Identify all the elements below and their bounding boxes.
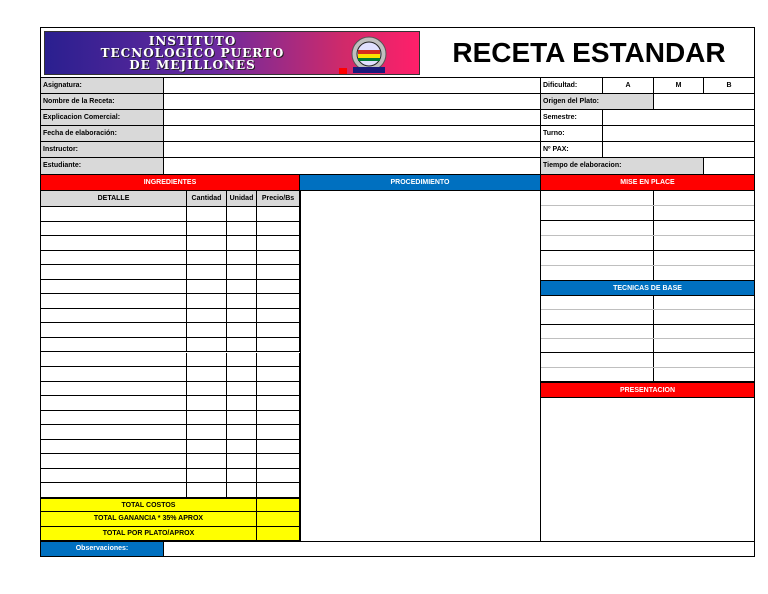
mise-en-place-row-cell-left[interactable]: [541, 251, 654, 265]
ingredient-precio-cell[interactable]: [257, 236, 300, 250]
mise-en-place-rows: [541, 191, 754, 281]
ingredient-unidad-cell[interactable]: [227, 411, 257, 425]
ingredient-unidad-cell[interactable]: [227, 367, 257, 381]
ingredient-detalle-cell[interactable]: [41, 411, 187, 425]
ingredient-cantidad-cell[interactable]: [187, 236, 227, 250]
label-semestre: Semestre:: [541, 110, 603, 125]
mise-en-place-row-cell-left[interactable]: [541, 206, 654, 220]
tecnicas-row-cell-right[interactable]: [654, 339, 754, 352]
ingredient-detalle-cell[interactable]: [41, 367, 187, 381]
section-procedimiento: PROCEDIMIENTO: [300, 175, 541, 190]
col-detalle: DETALLE: [41, 191, 187, 206]
ingredient-detalle-cell[interactable]: [41, 251, 187, 265]
presentacion-header-row: [41, 382, 754, 398]
info-row-3: [41, 110, 754, 126]
total-ganancia-row: [41, 512, 300, 527]
label-turno: Turno:: [541, 126, 603, 141]
ingredient-row: [41, 309, 300, 324]
ingredient-precio-cell[interactable]: [257, 425, 300, 439]
col-precio: Precio/Bs: [257, 191, 300, 206]
tecnicas-row: [541, 310, 754, 324]
mise-en-place-row-cell-right[interactable]: [654, 221, 754, 235]
mise-en-place-row: [541, 221, 754, 236]
ingredient-detalle-cell[interactable]: [41, 294, 187, 308]
col-cantidad: Cantidad: [187, 191, 227, 206]
ingredient-row: [41, 353, 300, 368]
label-estudiante: Estudiante:: [41, 158, 164, 174]
ingredient-cantidad-cell[interactable]: [187, 323, 227, 337]
section-tecnicas: TECNICAS DE BASE: [541, 280, 754, 296]
tecnicas-row: [541, 339, 754, 353]
label-tiempo: Tiempo de elaboracion:: [541, 158, 704, 174]
ingredient-unidad-cell[interactable]: [227, 338, 257, 352]
ingredient-unidad-cell[interactable]: [227, 222, 257, 236]
tecnicas-row-cell-right[interactable]: [654, 353, 754, 366]
tecnicas-row-cell-right[interactable]: [654, 296, 754, 309]
ingredient-row: [41, 425, 300, 440]
mise-en-place-row-cell-right[interactable]: [654, 206, 754, 220]
ingredient-cantidad-cell[interactable]: [187, 251, 227, 265]
ingredient-row: [41, 367, 300, 382]
ingredient-cantidad-cell[interactable]: [187, 353, 227, 367]
mise-en-place-row-cell-right[interactable]: [654, 191, 754, 205]
page-title: RECETA ESTANDAR: [452, 37, 726, 68]
logo-red-mark: [339, 68, 347, 74]
ingredient-cantidad-cell[interactable]: [187, 207, 227, 221]
ingredient-precio-cell[interactable]: [257, 454, 300, 468]
ingredient-cantidad-cell[interactable]: [187, 309, 227, 323]
ingredient-precio-cell[interactable]: [257, 483, 300, 497]
ingredient-row: [41, 236, 300, 251]
mise-en-place-row: [541, 191, 754, 206]
label-total-costos: TOTAL COSTOS: [41, 499, 257, 511]
ingredient-row: [41, 222, 300, 237]
institute-name: [45, 35, 340, 71]
ingredient-unidad-cell[interactable]: [227, 440, 257, 454]
col-unidad: Unidad: [227, 191, 257, 206]
label-observaciones: Observaciones:: [41, 542, 164, 556]
tecnicas-row-cell-right[interactable]: [654, 325, 754, 338]
institute-line-1: INSTITUTO: [148, 34, 237, 48]
field-instructor[interactable]: [164, 142, 541, 157]
ingredient-unidad-cell[interactable]: [227, 309, 257, 323]
ingredient-row: [41, 251, 300, 266]
value-total-ganancia[interactable]: [257, 512, 300, 526]
ingredient-precio-cell[interactable]: [257, 294, 300, 308]
ingredient-unidad-cell[interactable]: [227, 353, 257, 367]
tecnicas-row: [541, 368, 754, 382]
ingredient-precio-cell[interactable]: [257, 353, 300, 367]
ingredient-unidad-cell[interactable]: [227, 236, 257, 250]
ingredient-precio-cell[interactable]: [257, 440, 300, 454]
ingredient-unidad-cell[interactable]: [227, 469, 257, 483]
ingredient-detalle-cell[interactable]: [41, 454, 187, 468]
ingredient-detalle-cell[interactable]: [41, 440, 187, 454]
ingredient-row: [41, 483, 300, 498]
ingredient-cantidad-cell[interactable]: [187, 294, 227, 308]
section-mise-en-place: MISE EN PLACE: [541, 175, 754, 190]
ingredient-precio-cell[interactable]: [257, 323, 300, 337]
ingredient-precio-cell[interactable]: [257, 207, 300, 221]
label-fecha: Fecha de elaboración:: [41, 126, 164, 141]
tecnicas-row-cell-left[interactable]: [541, 310, 654, 323]
tecnicas-row: [541, 353, 754, 367]
ingredient-unidad-cell[interactable]: [227, 251, 257, 265]
label-explicacion: Explicacion Comercial:: [41, 110, 164, 125]
section-presentacion: PRESENTACION: [541, 382, 754, 398]
ingredient-cantidad-cell[interactable]: [187, 222, 227, 236]
ingredient-detalle-cell[interactable]: [41, 309, 187, 323]
ingredient-row: [41, 440, 300, 455]
ingredient-row: [41, 454, 300, 469]
ingredient-unidad-cell[interactable]: [227, 323, 257, 337]
label-instructor: Instructor:: [41, 142, 164, 157]
ingredient-columns: [41, 191, 300, 207]
ingredient-cantidad-cell[interactable]: [187, 483, 227, 497]
mise-en-place-row-cell-right[interactable]: [654, 251, 754, 265]
presentacion-area[interactable]: [541, 398, 754, 541]
label-pax: Nº PAX:: [541, 142, 603, 157]
tecnicas-rows: [541, 296, 754, 382]
info-row-6: [41, 158, 754, 175]
ingredient-precio-cell[interactable]: [257, 309, 300, 323]
ingredient-row: [41, 323, 300, 338]
tecnicas-header-row: [41, 280, 754, 296]
ingredient-cantidad-cell[interactable]: [187, 367, 227, 381]
label-total-plato: TOTAL POR PLATO/APROX: [41, 527, 257, 540]
ingredient-cantidad-cell[interactable]: [187, 469, 227, 483]
ingredient-detalle-cell[interactable]: [41, 236, 187, 250]
tecnicas-row-cell-left[interactable]: [541, 325, 654, 338]
ingredient-detalle-cell[interactable]: [41, 353, 187, 367]
ingredient-detalle-cell[interactable]: [41, 265, 187, 279]
total-costos-row: [41, 498, 300, 512]
field-tiempo[interactable]: [704, 158, 754, 174]
ingredient-precio-cell[interactable]: [257, 338, 300, 352]
section-header-row: [41, 175, 754, 191]
ingredient-detalle-cell[interactable]: [41, 222, 187, 236]
tecnicas-row: [541, 296, 754, 310]
grade-m[interactable]: M: [654, 78, 704, 93]
ingredient-detalle-cell[interactable]: [41, 207, 187, 221]
ingredient-cantidad-cell[interactable]: [187, 425, 227, 439]
ingredient-precio-cell[interactable]: [257, 265, 300, 279]
institute-line-2: TECNOLOGICO PUERTO: [100, 46, 285, 60]
field-observaciones[interactable]: [164, 542, 754, 556]
tecnicas-row-cell-left[interactable]: [541, 353, 654, 366]
ingredient-row: [41, 294, 300, 309]
ingredient-detalle-cell[interactable]: [41, 425, 187, 439]
ingredient-cantidad-cell[interactable]: [187, 265, 227, 279]
mise-en-place-row: [541, 266, 754, 281]
ingredient-row: [41, 411, 300, 426]
tecnicas-row-cell-left[interactable]: [541, 339, 654, 352]
tecnicas-row: [541, 325, 754, 339]
info-row-4: [41, 126, 754, 142]
ingredient-cantidad-cell[interactable]: [187, 411, 227, 425]
ingredient-detalle-cell[interactable]: [41, 396, 187, 410]
field-pax[interactable]: [603, 142, 754, 157]
tecnicas-row-cell-left[interactable]: [541, 368, 654, 381]
mise-en-place-row-cell-right[interactable]: [654, 236, 754, 250]
label-dificultad: Dificultad:: [541, 78, 603, 93]
ingredient-precio-cell[interactable]: [257, 411, 300, 425]
field-asignatura[interactable]: [164, 78, 541, 93]
tecnicas-row-cell-right[interactable]: [654, 310, 754, 323]
ingredient-cantidad-cell[interactable]: [187, 454, 227, 468]
ingredient-precio-cell[interactable]: [257, 469, 300, 483]
ingredient-cantidad-cell[interactable]: [187, 440, 227, 454]
ingredient-row: [41, 469, 300, 484]
ingredient-row: [41, 265, 300, 280]
recipe-form: [40, 27, 755, 557]
ingredient-unidad-cell[interactable]: [227, 454, 257, 468]
field-semestre[interactable]: [603, 110, 754, 125]
ingredient-unidad-cell[interactable]: [227, 294, 257, 308]
ingredient-detalle-cell[interactable]: [41, 338, 187, 352]
section-ingredientes: INGREDIENTES: [41, 175, 300, 190]
info-row-2: [41, 94, 754, 110]
ingredient-unidad-cell[interactable]: [227, 425, 257, 439]
ingredient-cantidad-cell[interactable]: [187, 338, 227, 352]
ingredient-unidad-cell[interactable]: [227, 396, 257, 410]
info-row-5: [41, 142, 754, 158]
field-origen[interactable]: [654, 94, 754, 109]
institute-emblem-icon: [341, 34, 397, 74]
ingredient-unidad-cell[interactable]: [227, 483, 257, 497]
ingredient-rows: [41, 207, 300, 498]
info-row-1: [41, 77, 754, 94]
mise-en-place-row: [541, 251, 754, 266]
procedure-area[interactable]: [300, 191, 541, 541]
ingredient-cantidad-cell[interactable]: [187, 396, 227, 410]
label-nombre-receta: Nombre de la Receta:: [41, 94, 164, 109]
institute-logo-banner: [44, 31, 420, 75]
ingredient-detalle-cell[interactable]: [41, 483, 187, 497]
field-explicacion[interactable]: [164, 110, 541, 125]
ingredient-precio-cell[interactable]: [257, 222, 300, 236]
mise-en-place-row-cell-right[interactable]: [654, 266, 754, 280]
value-total-plato[interactable]: [257, 527, 300, 540]
mise-en-place-row-cell-left[interactable]: [541, 191, 654, 205]
observaciones-row: [41, 541, 754, 556]
mise-en-place-row: [541, 236, 754, 251]
label-asignatura: Asignatura:: [41, 78, 164, 93]
ingredient-precio-cell[interactable]: [257, 396, 300, 410]
grade-b[interactable]: B: [726, 82, 732, 89]
mise-en-place-row-cell-left[interactable]: [541, 221, 654, 235]
mise-en-place-row-cell-left[interactable]: [541, 266, 654, 280]
ingredient-row: [41, 338, 300, 353]
tecnicas-row-cell-left[interactable]: [541, 296, 654, 309]
ingredient-precio-cell[interactable]: [257, 367, 300, 381]
ingredient-row: [41, 207, 300, 222]
ingredient-row: [41, 396, 300, 411]
total-plato-row: [41, 527, 300, 541]
ingredient-detalle-cell[interactable]: [41, 469, 187, 483]
value-total-costos[interactable]: [257, 499, 300, 511]
mise-en-place-row-cell-left[interactable]: [541, 236, 654, 250]
ingredient-unidad-cell[interactable]: [227, 265, 257, 279]
ingredient-detalle-cell[interactable]: [41, 323, 187, 337]
ingredient-unidad-cell[interactable]: [227, 207, 257, 221]
field-fecha[interactable]: [164, 126, 541, 141]
grade-a[interactable]: A: [603, 78, 654, 93]
field-estudiante[interactable]: [164, 158, 541, 174]
field-nombre-receta[interactable]: [164, 94, 541, 109]
field-turno[interactable]: [603, 126, 754, 141]
tecnicas-row-cell-right[interactable]: [654, 368, 754, 381]
institute-line-3: DE MEJILLONES: [129, 58, 256, 72]
label-origen: Origen del Plato:: [541, 94, 654, 109]
label-total-ganancia: TOTAL GANANCIA * 35% APROX: [41, 512, 257, 526]
mise-en-place-row: [541, 206, 754, 221]
ingredient-precio-cell[interactable]: [257, 251, 300, 265]
